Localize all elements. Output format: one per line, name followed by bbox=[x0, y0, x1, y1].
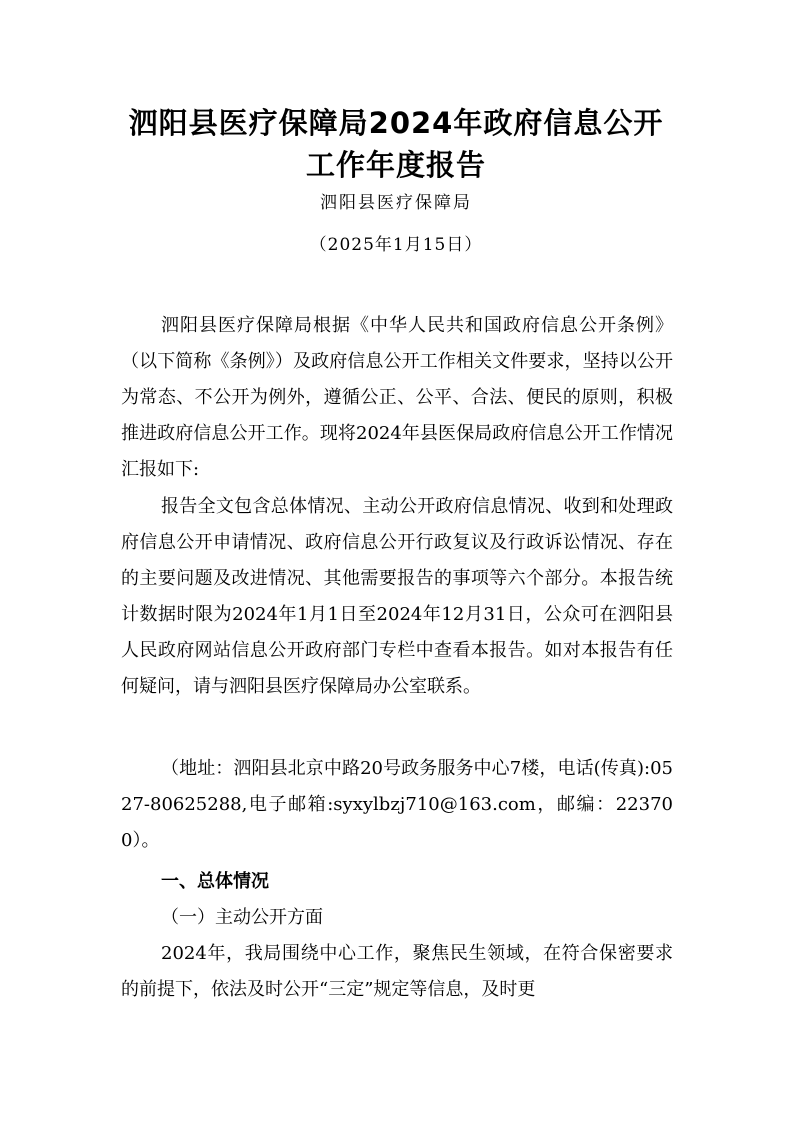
scope-paragraph bbox=[121, 489, 673, 705]
active-disclosure-paragraph bbox=[121, 936, 673, 1008]
paragraph-text: （地址：泗阳县北京中路20号政务服务中心7楼，电话(传真):0527-80625288,电子邮箱:syxylbzj710@163.com，邮编：223700）。 bbox=[121, 758, 673, 851]
report-title-line1: 泗阳县医疗保障局2024年政府信息公开 bbox=[128, 106, 664, 140]
paragraph-text: 报告全文包含总体情况、主动公开政府信息情况、收到和处理政府信息公开申请情况、政府信息公开行政复议及行政诉讼情况、存在的主要问题及改进情况、其他需要报告的事项等六个部分。本报告统计数据时限为2024年1月1日至2024年12月31日，公众可在泗阳县人民政府网站信息公开政府部门专栏中查看本报告。如对本报告有任何疑问，请与泗阳县医疗保障局办公室联系。 bbox=[121, 496, 673, 697]
section-heading-overview: 一、总体情况 bbox=[161, 871, 269, 892]
intro-paragraph bbox=[121, 308, 673, 488]
contact-paragraph bbox=[121, 751, 673, 859]
report-title-line2: 工作年度报告 bbox=[305, 148, 486, 182]
issuer-name: 泗阳县医疗保障局 bbox=[320, 193, 472, 213]
subsection-heading-active-disclosure: （一）主动公开方面 bbox=[161, 907, 323, 928]
paragraph-text: 2024年，我局围绕中心工作，聚焦民生领域，在符合保密要求的前提下，依法及时公开“三定”规定等信息，及时更 bbox=[121, 943, 673, 1000]
report-date: （2025年1月15日） bbox=[309, 235, 483, 255]
paragraph-text: 泗阳县医疗保障局根据《中华人民共和国政府信息公开条例》（以下简称《条例》）及政府信息公开工作相关文件要求，坚持以公开为常态、不公开为例外，遵循公正、公平、合法、便民的原则，积极推进政府信息公开工作。现将2024年县医保局政府信息公开工作情况汇报如下: bbox=[121, 315, 673, 480]
